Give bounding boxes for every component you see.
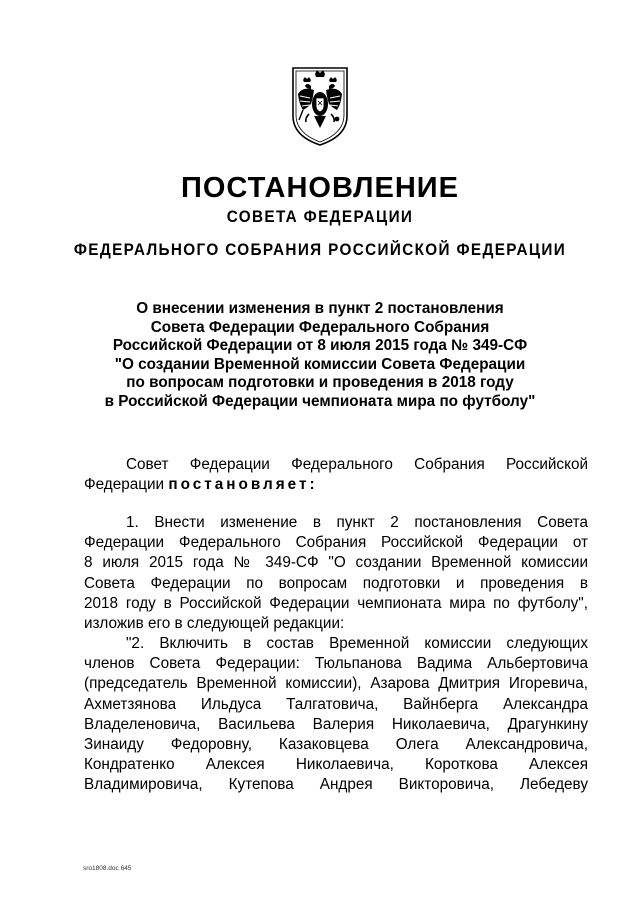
paragraph-line: Владимировича, Кутепова Андрея Викторовича, Лебедеву xyxy=(84,776,588,794)
paragraph-line: Ахметзянова Ильдуса Талгатовича, Вайнберга Александра xyxy=(84,695,588,713)
item-2-paragraph xyxy=(84,634,588,796)
paragraph-line: Зинаиду Федоровну, Казаковцева Олега Александровича, xyxy=(84,736,588,754)
paragraph-line: Федерации Федерального Собрания Российской Федерации от xyxy=(84,534,588,552)
heading-line: Совета Федерации Федерального Собрания xyxy=(150,318,490,336)
paragraph-line: Кондратенко Алексея Николаевича, Короткова Алексея xyxy=(84,756,588,774)
decision-keyword: постановляет: xyxy=(168,476,318,494)
heading-line: по вопросам подготовки и проведения в 2018 году xyxy=(126,374,514,391)
paragraph-line: 2018 году в Российской Федерации чемпионата мира по футболу", xyxy=(84,594,588,612)
item-1-paragraph xyxy=(84,513,588,634)
issuer-line-2: ФЕДЕРАЛЬНОГО СОБРАНИЯ РОССИЙСКОЙ ФЕДЕРАЦИИ xyxy=(73,240,567,259)
preamble-line: Совет Федерации Федерального Собрания Российской xyxy=(126,456,588,473)
document-title: ПОСТАНОВЛЕНИЕ xyxy=(181,172,459,204)
preamble xyxy=(84,455,588,495)
paragraph-line: 1. Внести изменение в пункт 2 постановления Совета xyxy=(126,514,588,531)
paragraph-line: Совета Федерации по вопросам подготовки и проведения в xyxy=(84,574,588,592)
paragraph-line: "2. Включить в состав Временной комиссии следующих xyxy=(126,635,588,652)
heading-line: О внесении изменения в пункт 2 постановления xyxy=(136,300,504,317)
paragraph-line: 8 июля 2015 года № 349-СФ "О создании Временной комиссии xyxy=(84,554,588,572)
issuer-line-1: СОВЕТА ФЕДЕРАЦИИ xyxy=(226,207,414,226)
preamble-line xyxy=(84,475,588,495)
heading-line: Российской Федерации от 8 июля 2015 года № 349-СФ xyxy=(112,337,528,354)
heading-line: в Российской Федерации чемпионата мира по футболу" xyxy=(104,392,536,410)
heading-line: "О создании Временной комиссии Совета Федерации xyxy=(114,355,526,373)
resolution-heading xyxy=(0,300,640,411)
paragraph-line: изложив его в следующей редакции: xyxy=(84,615,345,633)
document-reference: sro1808.doc 645 xyxy=(83,865,132,872)
paragraph-line: Владеленовича, Васильева Валерия Николаевича, Драгункину xyxy=(84,715,588,733)
coat-of-arms-emblem xyxy=(281,64,359,148)
coat-of-arms-russia-icon xyxy=(281,64,359,148)
paragraph-line: (председатель Временной комиссии), Азарова Дмитрия Игоревича, xyxy=(84,675,588,693)
paragraph-line: членов Совета Федерации: Тюльпанова Вадима Альбертовича xyxy=(84,655,588,673)
preamble-start: Федерации xyxy=(84,476,165,494)
